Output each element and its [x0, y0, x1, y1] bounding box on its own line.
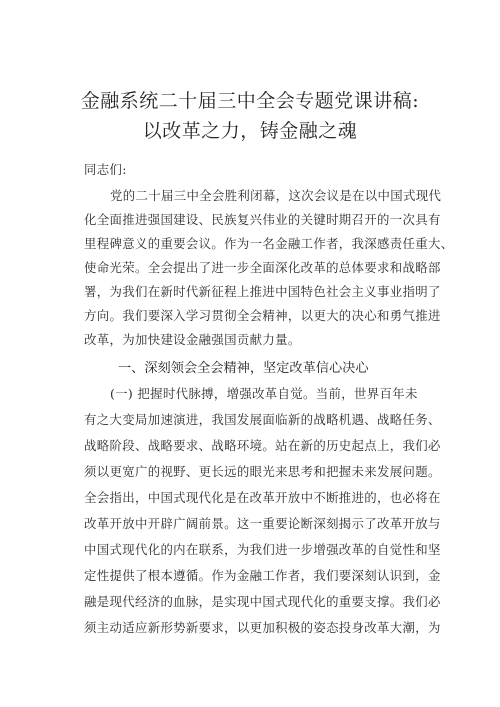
- paragraph-line: 改革，为加快建设金融强国贡献力量。: [84, 332, 301, 347]
- section-heading: 一、深刻领会全会精神，坚定改革信心决心: [118, 361, 369, 376]
- paragraph-line: (一) 把握时代脉搏，增强改革自觉。当前，世界百年未: [110, 386, 418, 401]
- paragraph-line: 定性提供了根本遵循。作为金融工作者，我们要深刻认识到，金: [84, 568, 441, 583]
- document-title-line-1: 金融系统二十届三中全会专题党课讲稿:: [80, 90, 420, 112]
- paragraph-line: 里程碑意义的重要会议。作为一名金融工作者，我深感责任重大、: [84, 236, 454, 251]
- paragraph-line: 党的二十届三中全会胜利闭幕，这次会议是在以中国式现代: [110, 188, 442, 203]
- paragraph-line: 有之大变局加速演进，我国发展面临新的战略机遇、战略任务、: [84, 412, 441, 427]
- paragraph-line: 化全面推进强国建设、民族复兴伟业的关键时期召开的一次具有: [84, 212, 441, 227]
- paragraph-line: 中国式现代化的内在联系，为我们进一步增强改革的自觉性和坚: [84, 542, 441, 557]
- paragraph-line: 须以更宽广的视野、更长远的眼光来思考和把握未来发展问题。: [84, 464, 441, 479]
- salutation: 同志们:: [84, 162, 127, 177]
- paragraph-line: 须主动适应新形势新要求，以更加积极的姿态投身改革大潮，为: [84, 620, 441, 635]
- paragraph-line: 改革开放中开辟广阔前景。这一重要论断深刻揭示了改革开放与: [84, 516, 441, 531]
- paragraph-line: 方向。我们要深入学习贯彻全会精神，以更大的决心和勇气推进: [84, 308, 441, 323]
- paragraph-line: 署，为我们在新时代新征程上推进中国特色社会主义事业指明了: [84, 284, 441, 299]
- paragraph-line: 融是现代经济的血脉，是实现中国式现代化的重要支撑。我们必: [84, 594, 441, 609]
- paragraph-line: 使命光荣。全会提出了进一步全面深化改革的总体要求和战略部: [84, 260, 441, 275]
- document-title-line-2: 以改革之力，铸金融之魂: [142, 120, 358, 142]
- paragraph-line: 全会指出，中国式现代化是在改革开放中不断推进的，也必将在: [84, 490, 441, 505]
- paragraph-line: 战略阶段、战略要求、战略环境。站在新的历史起点上，我们必: [84, 438, 441, 453]
